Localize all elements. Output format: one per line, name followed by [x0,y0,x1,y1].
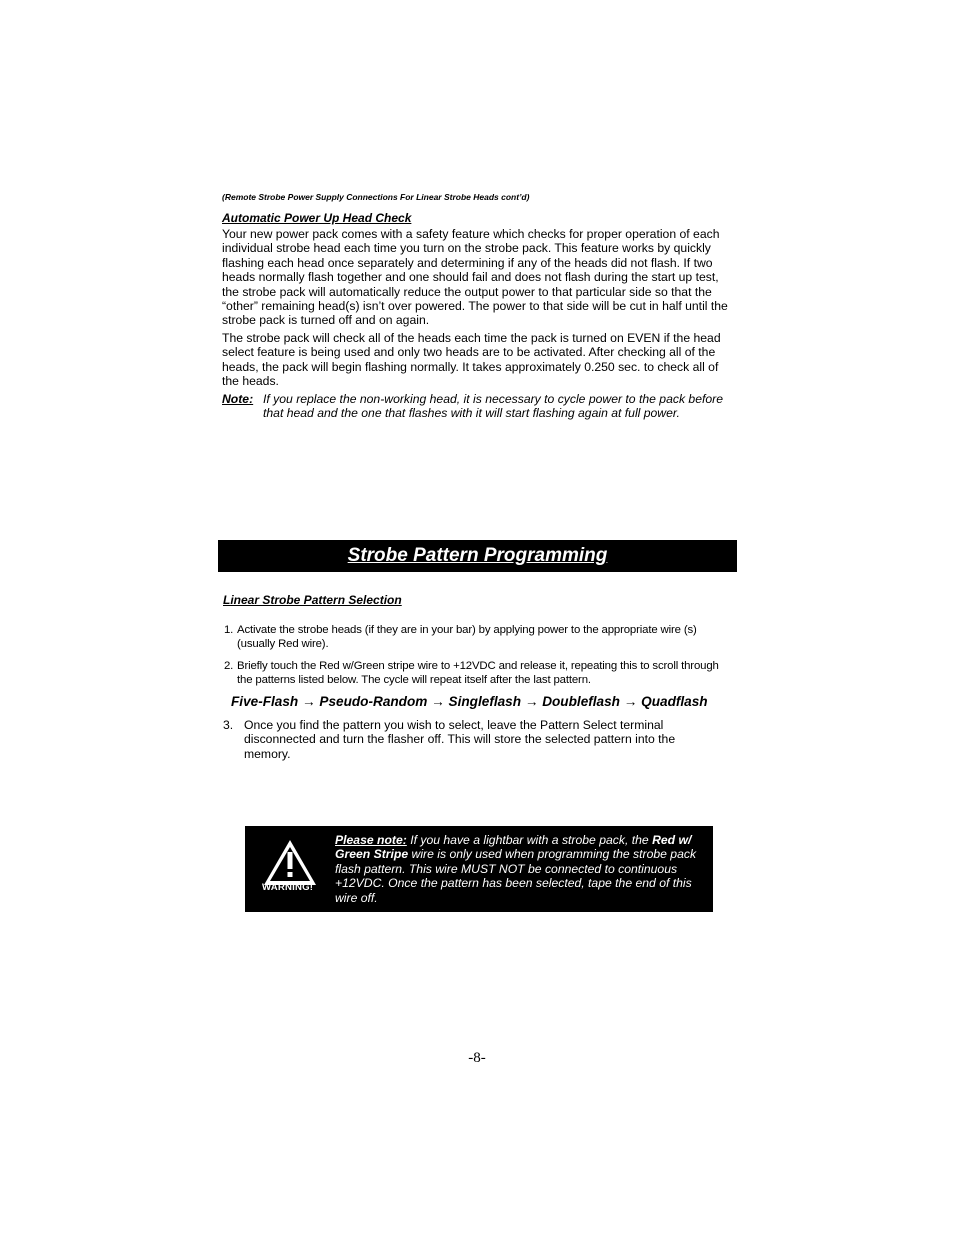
auto-power-up-paragraph-1: Your new power pack comes with a safety feature which checks for proper operation of each individual strobe head each time you turn on the strobe pack. This feature works by quickly flashing each head once separately and determining if any of the heads did not flash. If two heads normally flash together and one should fail and does not flash during the start up test, the strobe pack will automatically reduce the output power to that particular side so that the “other” remaining head(s) isn’t over powered. The power to that side will be cut in half until the strobe pack is turned off and on again. [222,227,728,328]
warning-box [245,826,713,912]
section-banner [218,540,737,572]
pattern-selection-heading: Linear Strobe Pattern Selection [223,593,402,607]
warning-text-part2: wire is only used when programming the strobe pack flash pattern. This wire MUST NOT be connected to continuous +12VDC. Once the pattern has been selected, tape the end of this wire off. [335,847,697,905]
page-number: -8- [468,1050,486,1066]
step-number: 3. [223,718,234,732]
auto-power-up-paragraph-2: The strobe pack will check all of the heads each time the pack is turned on EVEN if the head select feature is being used and only two heads are to be activated. After checking all of the heads, the pack will begin flashing normally. It takes approximately 0.250 sec. to check all of the heads. [222,331,721,389]
step-text: Once you find the pattern you wish to select, leave the Pattern Select terminal disconnected and turn the flasher off. This will store the selected pattern into the memory. [244,718,676,761]
step-number: 1. [224,624,234,636]
auto-power-up-heading: Automatic Power Up Head Check [222,211,412,225]
warning-bold-wire-name: Red w/ Green Stripe [335,833,692,862]
pattern-sequence: Five-Flash → Pseudo-Random → Singleflash → Doubleflash → Quadflash [231,694,708,709]
continuation-note: (Remote Strobe Power Supply Connections For Linear Strobe Heads cont’d) [222,192,530,202]
warning-note-label: Please note: [335,833,407,847]
warning-text-part1: If you have a lightbar with a strobe pack, the [406,833,653,847]
step-number: 2. [224,660,234,672]
step-text: Briefly touch the Red w/Green stripe wire to +12VDC and release it, repeating this to scroll through the patterns listed below. The cycle will repeat itself after the last pattern. [237,660,719,687]
warning-label: WARNING! [262,882,314,893]
step-text: Activate the strobe heads (if they are in your bar) by applying power to the appropriate wire (s) (usually Red wire). [237,624,697,651]
warning-text [335,833,705,905]
section-banner-title: Strobe Pattern Programming [347,545,608,566]
note-label: Note: [222,392,254,406]
note-text: If you replace the non-working head, it is necessary to cycle power to the pack before that head and the one that flashes with it will start flashing again at full power. [263,392,723,421]
